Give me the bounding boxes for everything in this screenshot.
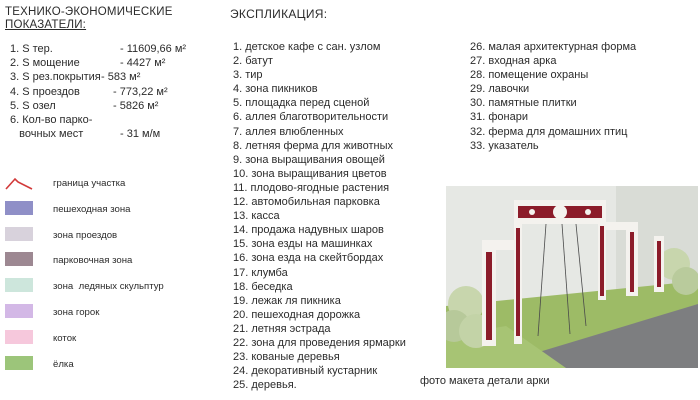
tep-label: 1. S тер. bbox=[10, 43, 53, 55]
list-item: 23. кованые деревья bbox=[233, 351, 340, 364]
tep-title-line1: ТЕХНИКО-ЭКОНОМИЧЕСКИЕ bbox=[5, 6, 173, 18]
list-item: 3. тир bbox=[233, 69, 263, 82]
list-item: 11. плодово-ягодные растения bbox=[233, 181, 390, 194]
tep-value: - 773,22 м² bbox=[113, 85, 168, 98]
legend-swatch bbox=[5, 278, 33, 292]
list-item: 16. зона езда на скейтбордах bbox=[233, 252, 384, 265]
list-item: 14. продажа надувных шаров bbox=[233, 224, 384, 237]
tep-label: вочных мест bbox=[10, 128, 84, 141]
legend-label: граница участка bbox=[53, 178, 126, 189]
list-item: 13. касса bbox=[233, 210, 280, 223]
list-item: 26. малая архитектурная форма bbox=[470, 41, 637, 53]
legend-swatch bbox=[5, 252, 33, 266]
list-item: 30. памятные плитки bbox=[470, 97, 577, 110]
list-item: 12. автомобильная парковка bbox=[233, 196, 380, 209]
list-item: 21. летняя эстрада bbox=[233, 322, 331, 335]
explication-title: ЭКСПЛИКАЦИЯ: bbox=[230, 7, 328, 21]
list-item: 2. батут bbox=[233, 55, 273, 68]
list-item: 8. летняя ферма для животных bbox=[233, 139, 393, 152]
list-item: 17. клумба bbox=[233, 266, 288, 279]
list-item: 10. зона выращивания цветов bbox=[233, 167, 387, 180]
boundary-line-icon bbox=[5, 176, 33, 190]
arch-model-photo bbox=[446, 186, 698, 368]
tep-title bbox=[5, 6, 173, 32]
list-item: 19. лежак ля пикника bbox=[233, 294, 341, 307]
legend-swatch bbox=[5, 201, 33, 215]
list-item: 7. аллея влюбленных bbox=[233, 125, 344, 138]
list-item: 5. площадка перед сценой bbox=[233, 97, 370, 110]
list-item: 27. входная арка bbox=[470, 55, 557, 68]
list-item: 31. фонари bbox=[470, 111, 528, 124]
legend-swatch bbox=[5, 330, 33, 344]
legend-label: зона проездов bbox=[53, 229, 118, 241]
explication-column-1 bbox=[233, 40, 406, 392]
list-item: 15. зона езды на машинках bbox=[233, 238, 373, 251]
legend-label: зона горок bbox=[53, 306, 100, 318]
arch-model-illustration bbox=[446, 186, 698, 368]
tep-value: - 31 м/м bbox=[120, 128, 161, 141]
list-item: 25. деревья. bbox=[233, 379, 297, 392]
list-item: 20. пешеходная дорожка bbox=[233, 308, 361, 321]
legend-label: пешеходная зона bbox=[53, 203, 131, 215]
list-item: 33. указатель bbox=[470, 139, 539, 152]
legend-swatch bbox=[5, 304, 33, 318]
list-item: 18. беседка bbox=[233, 280, 293, 293]
list-item: 29. лавочки bbox=[470, 83, 530, 96]
tep-label: 3. S рез.покрытия bbox=[10, 71, 101, 84]
tep-value: - 583 м² bbox=[101, 71, 141, 84]
tep-label: 4. S проездов bbox=[10, 85, 80, 98]
explication-column-2 bbox=[470, 40, 636, 153]
list-item: 32. ферма для домашних птиц bbox=[470, 125, 628, 138]
list-item: 4. зона пикников bbox=[233, 83, 318, 96]
list-item: 1. детское кафе с сан. узлом bbox=[233, 41, 381, 53]
list-item: 9. зона выращивания овощей bbox=[233, 153, 385, 166]
list-item: 6. аллея благотворительности bbox=[233, 111, 389, 124]
legend-label: коток bbox=[53, 332, 77, 344]
list-item: 28. помещение охраны bbox=[470, 69, 589, 82]
tep-value: - 5826 м² bbox=[113, 99, 159, 112]
tep-label: 5. S озел bbox=[10, 99, 56, 112]
photo-caption: фото макета детали арки bbox=[420, 375, 550, 387]
tep-value: - 4427 м² bbox=[120, 57, 166, 70]
legend-label: парковочная зона bbox=[53, 255, 133, 267]
legend-label: зона ледяных скульптур bbox=[53, 281, 164, 293]
legend-label: ёлка bbox=[53, 358, 74, 370]
tep-label: 2. S мощение bbox=[10, 57, 80, 70]
tep-label: 6. Кол-во парко- bbox=[10, 113, 93, 126]
legend-swatch bbox=[5, 227, 33, 241]
list-item: 24. декоративный кустарник bbox=[233, 365, 378, 378]
tep-value: - 11609,66 м² bbox=[120, 43, 187, 55]
legend-swatch bbox=[5, 356, 33, 370]
list-item: 22. зона для проведения ярмарки bbox=[233, 336, 406, 349]
tep-title-line2: ПОКАЗАТЕЛИ: bbox=[5, 19, 87, 31]
